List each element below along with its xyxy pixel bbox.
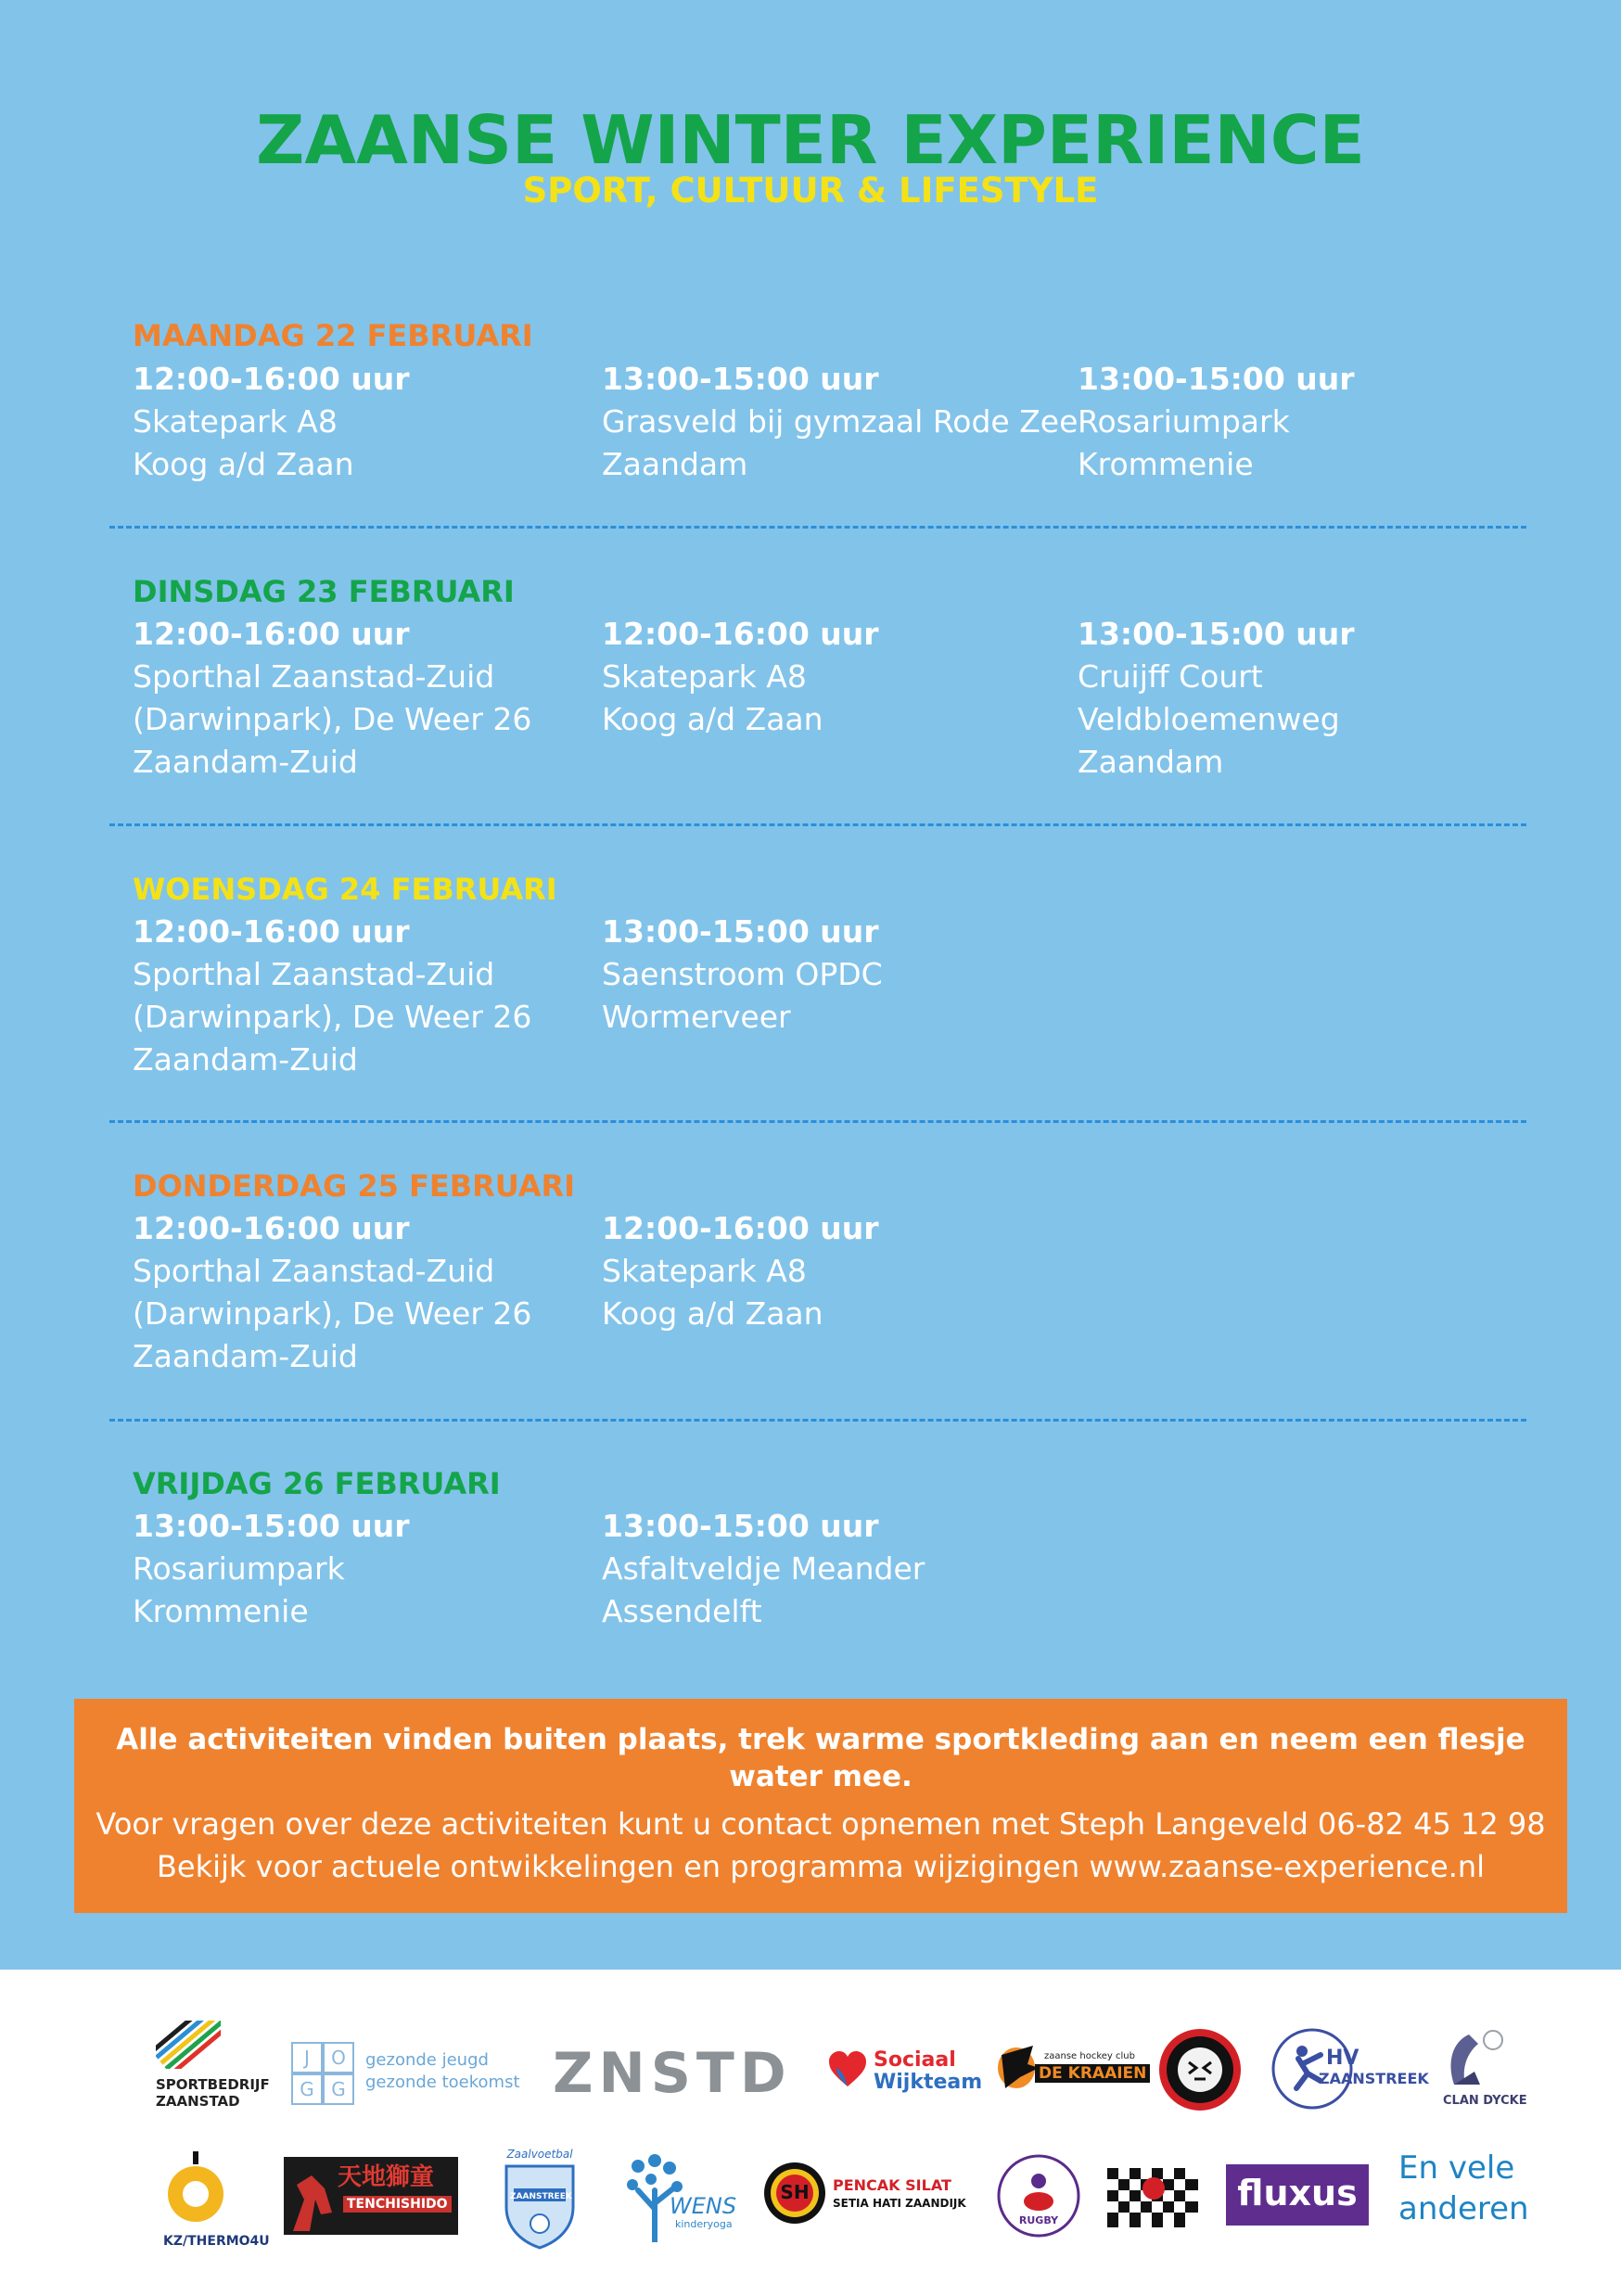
kz-ball-icon xyxy=(163,2151,228,2226)
page-subtitle: SPORT, CULTUUR & LIFESTYLE xyxy=(522,171,1099,210)
checkered-flag-icon xyxy=(1107,2168,1198,2227)
pencak-silat-logo xyxy=(762,2161,966,2231)
sh-badge-text: SH xyxy=(780,2181,810,2203)
activity-slot xyxy=(1078,358,1541,486)
jogg-letter: G xyxy=(291,2073,323,2105)
clan-dycke-text: CLAN DYCKE xyxy=(1443,2094,1527,2108)
tenchishido-logo xyxy=(284,2157,458,2235)
activity-location: (Darwinpark), De Weer 26 xyxy=(133,701,532,737)
dashed-divider xyxy=(109,823,1526,826)
tenchi-text: TENCHISHIDO xyxy=(343,2196,452,2213)
kz-thermo4u-logo xyxy=(163,2151,270,2255)
activity-slot xyxy=(133,1505,596,1633)
activity-location: Zaandam xyxy=(1078,744,1224,780)
rugby-logo xyxy=(996,2153,1081,2239)
activity-slot xyxy=(1078,613,1541,784)
activity-location: Koog a/d Zaan xyxy=(133,446,354,482)
more-sponsors-line2: anderen xyxy=(1398,2190,1529,2227)
activity-time: 12:00-16:00 uur xyxy=(133,913,410,950)
clan-dycke-figure-icon xyxy=(1434,2029,1508,2094)
sportbedrijf-line2: ZAANSTAD xyxy=(156,2093,240,2110)
jogg-logo xyxy=(291,2042,532,2103)
activity-location: Rosariumpark xyxy=(1078,403,1290,440)
checkered-flag-logo xyxy=(1107,2168,1198,2227)
activity-location: Zaandam-Zuid xyxy=(133,744,358,780)
activity-time: 12:00-16:00 uur xyxy=(133,1210,410,1246)
activity-time: 12:00-16:00 uur xyxy=(133,361,410,397)
activity-time: 13:00-15:00 uur xyxy=(602,361,879,397)
activity-location: Koog a/d Zaan xyxy=(602,701,823,737)
activity-slot xyxy=(133,911,596,1081)
activity-location: Assendelft xyxy=(602,1593,762,1629)
wens-kinderyoga-logo xyxy=(623,2153,744,2246)
de-kraaien-logo xyxy=(992,2033,1147,2107)
activity-location: Asfaltveldje Meander xyxy=(602,1550,925,1587)
dashed-divider xyxy=(109,1419,1526,1422)
activity-location: Koog a/d Zaan xyxy=(602,1295,823,1332)
day-heading: WOENSDAG 24 FEBRUARI xyxy=(133,872,557,907)
activity-slot xyxy=(602,358,1079,486)
day-heading: DINSDAG 23 FEBRUARI xyxy=(133,574,515,609)
sociaal-text: Sociaal xyxy=(874,2048,956,2072)
wens-text: WENS xyxy=(670,2193,737,2219)
heart-icon xyxy=(827,2049,868,2090)
jogg-grid-icon xyxy=(291,2042,352,2103)
fluxus-text: fluxus xyxy=(1237,2173,1358,2213)
activity-slot xyxy=(602,1207,1066,1335)
tiger-badge-icon xyxy=(1157,2027,1243,2112)
activity-time: 13:00-15:00 uur xyxy=(1078,361,1355,397)
activity-slot xyxy=(602,1505,1066,1633)
setia-hati-text: SETIA HATI ZAANDIJK xyxy=(833,2197,966,2210)
activity-location: Cruijff Court xyxy=(1078,658,1263,695)
jogg-letter: G xyxy=(323,2073,354,2105)
activity-time: 13:00-15:00 uur xyxy=(602,1508,879,1544)
tiger-club-logo xyxy=(1157,2027,1243,2112)
activity-location: Sporthal Zaanstad-Zuid xyxy=(133,1253,495,1289)
activity-location: Zaandam-Zuid xyxy=(133,1338,358,1374)
activity-location: Skatepark A8 xyxy=(602,1253,807,1289)
notice-bold-text: Alle activiteiten vinden buiten plaats, trek warme sportkleding aan en neem een flesje water mee. xyxy=(116,1723,1525,1793)
dashed-divider xyxy=(109,1120,1526,1123)
rugby-text: RUGBY xyxy=(1018,2214,1059,2226)
activity-location: Zaandam-Zuid xyxy=(133,1041,358,1078)
activity-time: 12:00-16:00 uur xyxy=(133,616,410,652)
sportbedrijf-logo xyxy=(156,2021,270,2113)
znstd-logo: ZNSTD xyxy=(553,2041,792,2106)
sociaal-wijkteam-logo xyxy=(827,2044,983,2099)
jogg-text-2: gezonde toekomst xyxy=(365,2073,520,2092)
shield-icon xyxy=(501,2161,579,2250)
activity-location: (Darwinpark), De Weer 26 xyxy=(133,999,532,1035)
jogg-letter: J xyxy=(291,2042,323,2073)
pencak-text: PENCAK SILAT xyxy=(833,2176,951,2194)
activity-location: Skatepark A8 xyxy=(602,658,807,695)
activity-location: Krommenie xyxy=(1078,446,1254,482)
more-sponsors xyxy=(1398,2148,1528,2237)
zaanstreek-shield-text: ZAANSTREEK xyxy=(510,2192,572,2201)
kraaien-text: DE KRAAIEN xyxy=(1035,2064,1150,2083)
hv-text: HV xyxy=(1326,2047,1359,2070)
kinderyoga-text: kinderyoga xyxy=(675,2218,733,2230)
activity-location: Wormerveer xyxy=(602,999,791,1035)
day-heading: VRIJDAG 26 FEBRUARI xyxy=(133,1466,501,1501)
activity-slot xyxy=(133,1207,596,1378)
activity-location: Krommenie xyxy=(133,1593,309,1629)
activity-slot xyxy=(133,613,596,784)
activity-location: Veldbloemenweg xyxy=(1078,701,1340,737)
sportbedrijf-line1: SPORTBEDRIJF xyxy=(156,2076,270,2093)
wijkteam-text: Wijkteam xyxy=(874,2071,983,2094)
fighter-silhouette-icon xyxy=(284,2157,339,2235)
kz-text: KZ/THERMO4U xyxy=(163,2234,270,2249)
info-box xyxy=(74,1699,1567,1913)
activity-location: Skatepark A8 xyxy=(133,403,338,440)
activity-slot xyxy=(133,358,596,486)
activity-time: 12:00-16:00 uur xyxy=(602,1210,879,1246)
activity-time: 12:00-16:00 uur xyxy=(602,616,879,652)
zaalvoetbal-text: Zaalvoetbal xyxy=(506,2148,573,2161)
activity-slot xyxy=(602,613,1066,741)
activity-time: 13:00-15:00 uur xyxy=(133,1508,410,1544)
kraaien-small-text: zaanse hockey club xyxy=(1044,2051,1135,2061)
day-heading: MAANDAG 22 FEBRUARI xyxy=(133,318,533,353)
activity-location: (Darwinpark), De Weer 26 xyxy=(133,1295,532,1332)
activity-location: Sporthal Zaanstad-Zuid xyxy=(133,658,495,695)
activity-location: Sporthal Zaanstad-Zuid xyxy=(133,956,495,992)
more-sponsors-line1: En vele xyxy=(1398,2149,1515,2187)
activity-time: 13:00-15:00 uur xyxy=(602,913,879,950)
hv-zaanstreek-logo xyxy=(1270,2027,1429,2112)
notice-website: Bekijk voor actuele ontwikkelingen en programma wijzigingen www.zaanse-experience.nl xyxy=(156,1849,1486,1884)
sponsor-strip xyxy=(0,1970,1621,2296)
jogg-letter: O xyxy=(323,2042,354,2073)
day-heading: DONDERDAG 25 FEBRUARI xyxy=(133,1168,576,1204)
activity-time: 13:00-15:00 uur xyxy=(1078,616,1355,652)
fluxus-logo xyxy=(1226,2164,1369,2226)
activity-slot xyxy=(602,911,1066,1039)
sportbedrijf-stripes-icon xyxy=(156,2021,221,2069)
activity-location: Zaandam xyxy=(602,446,748,482)
zaalvoetbal-zaanstreek-logo xyxy=(501,2148,579,2251)
activity-location: Saenstroom OPDC xyxy=(602,956,883,992)
clan-dycke-logo xyxy=(1434,2029,1527,2114)
tenchi-chinese-text: 天地獅童 xyxy=(338,2163,435,2191)
page-title: ZAANSE WINTER EXPERIENCE xyxy=(256,101,1365,179)
jogg-text-1: gezonde jeugd xyxy=(365,2050,489,2070)
zaanstreek-text: ZAANSTREEK xyxy=(1319,2070,1429,2087)
notice-contact: Voor vragen over deze activiteiten kunt u contact opnemen met Steph Langeveld 06-82 45 12 98 xyxy=(96,1806,1546,1842)
activity-location: Grasveld bij gymzaal Rode Zee xyxy=(602,403,1079,440)
dashed-divider xyxy=(109,526,1526,529)
activity-location: Rosariumpark xyxy=(133,1550,345,1587)
